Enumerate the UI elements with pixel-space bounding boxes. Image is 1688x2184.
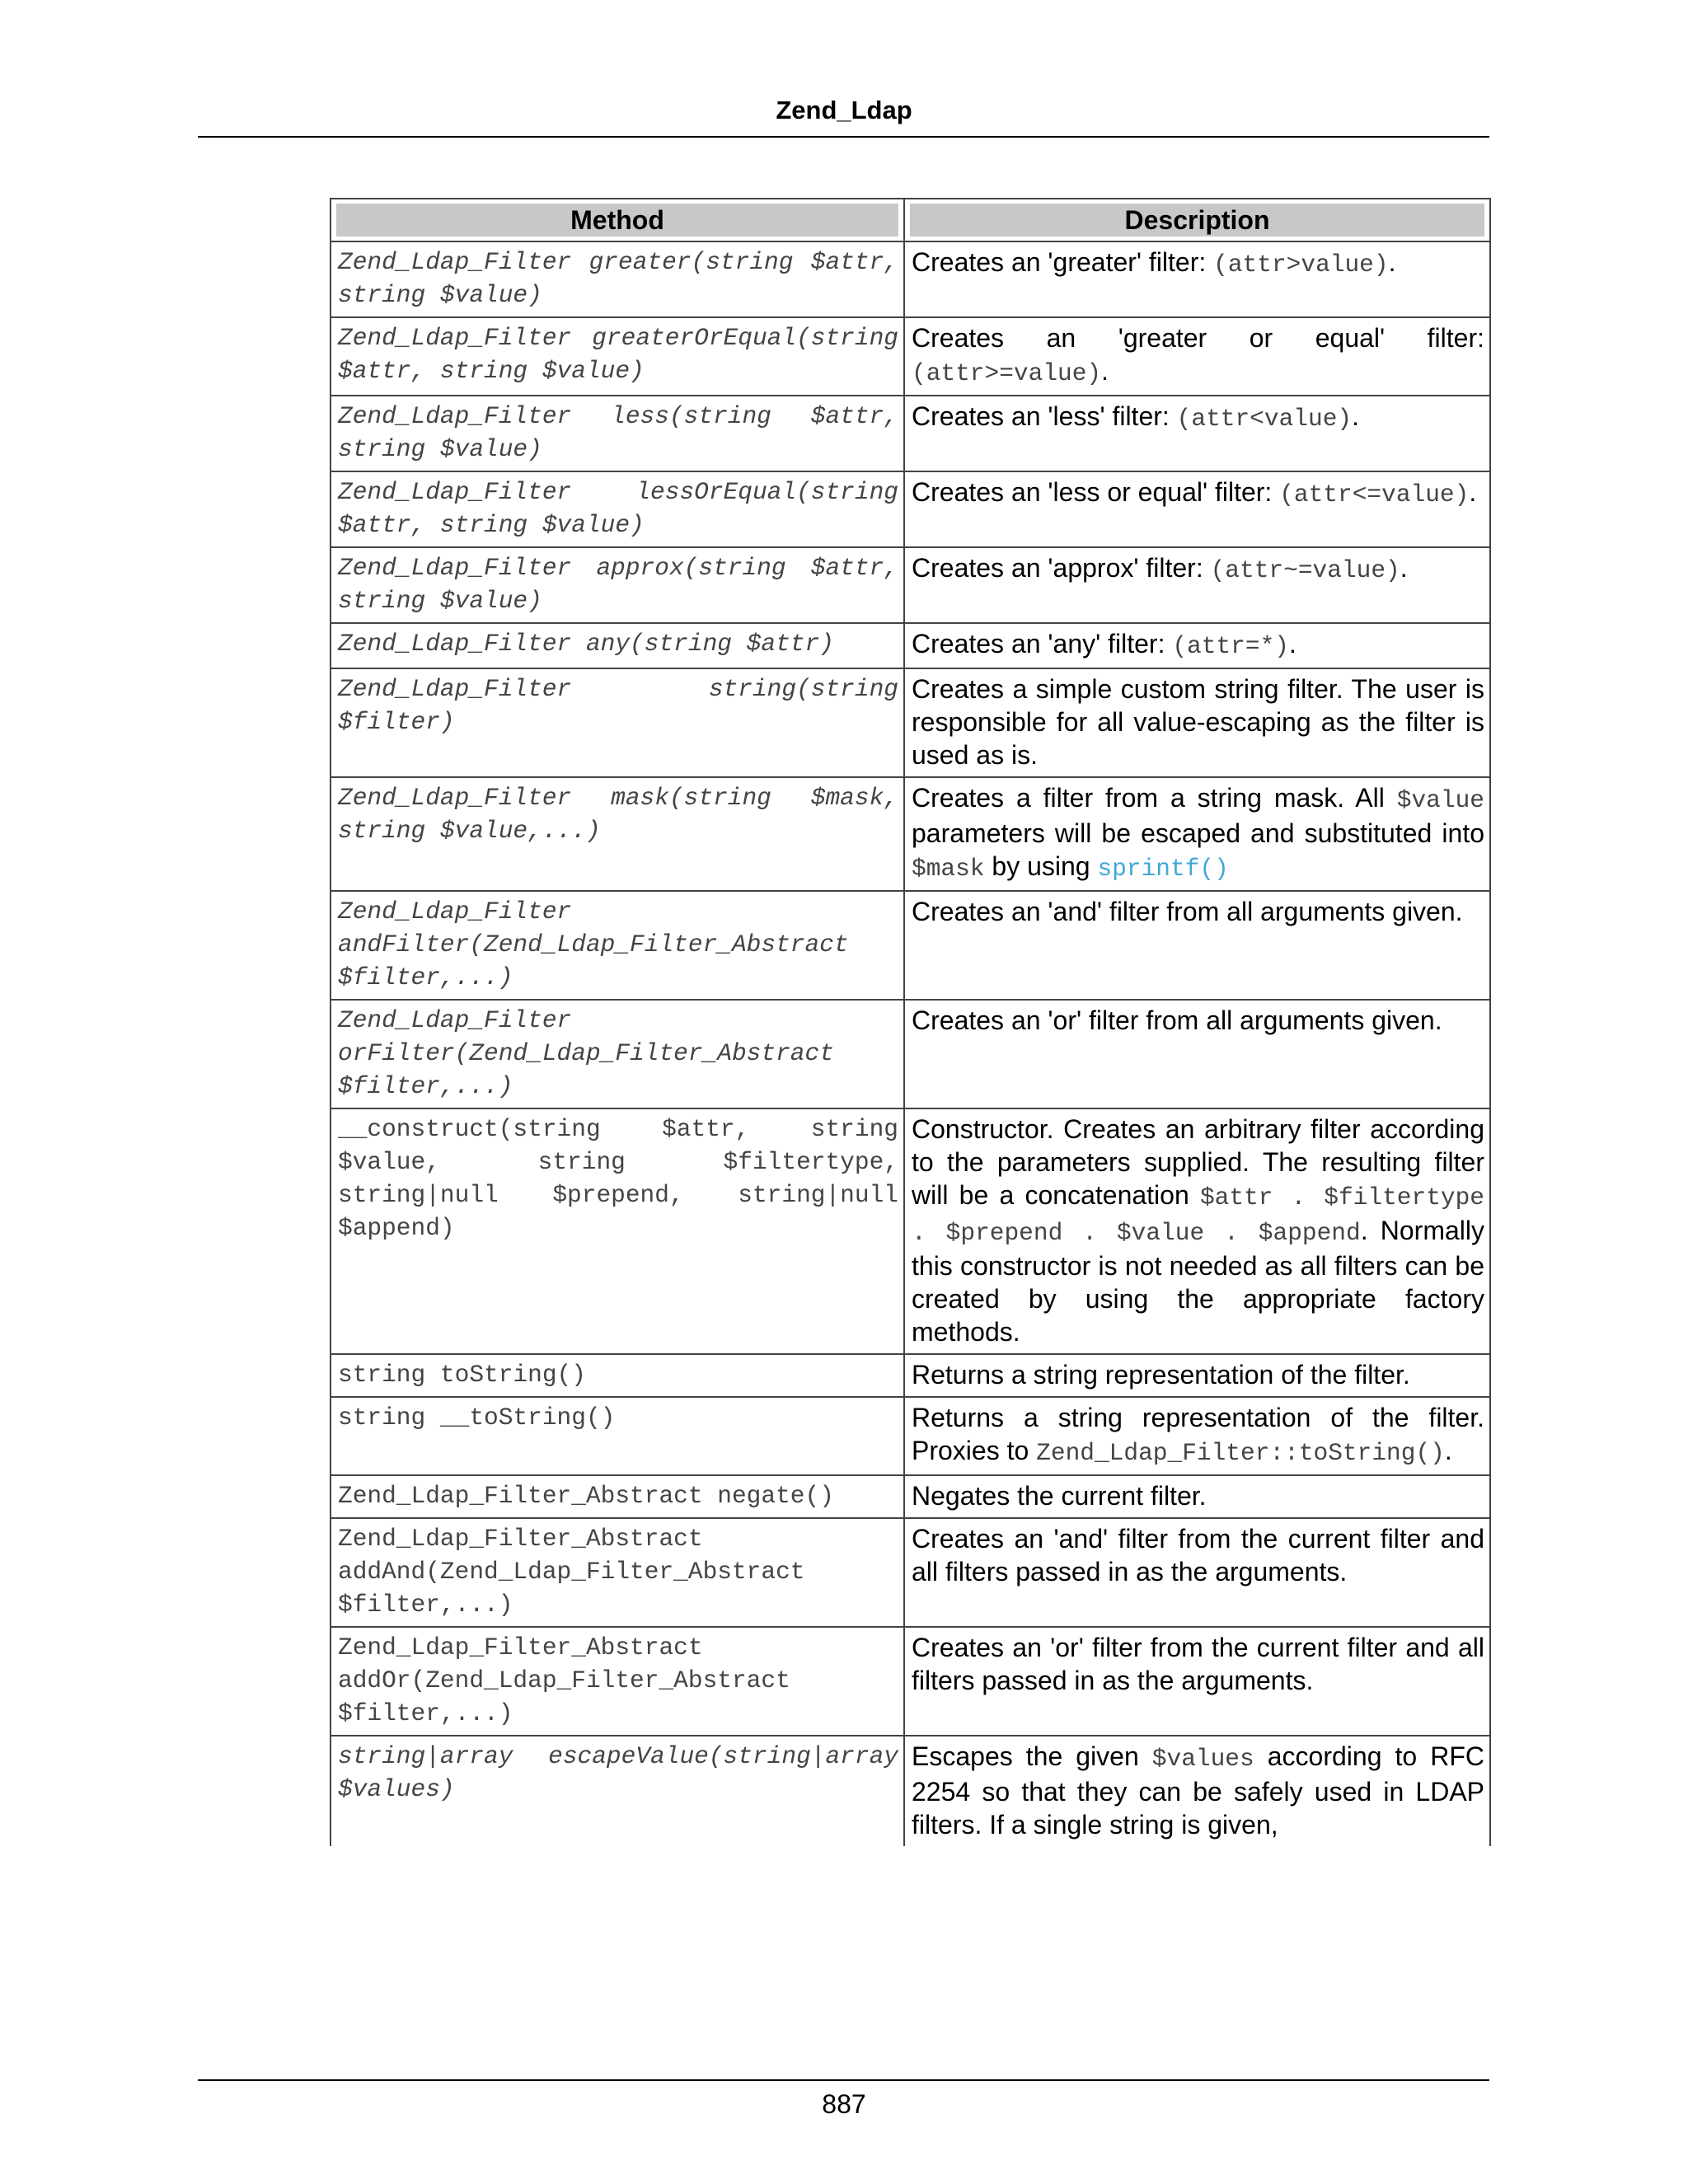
method-description: Creates an 'greater' filter: (attr>value). — [904, 241, 1490, 317]
method-description: Creates an 'and' filter from all arguments given. — [904, 891, 1490, 1000]
method-description: Escapes the given $values according to RFC 2254 so that they can be safely used in LDAP filters. If a single string is given, — [904, 1736, 1490, 1846]
method-signature: string __toString() — [331, 1397, 904, 1475]
table-row — [331, 317, 1490, 396]
table-row — [331, 1354, 1490, 1397]
method-signature: Zend_Ldap_Filter mask(string $mask, string $value,...) — [331, 777, 904, 891]
method-signature: Zend_Ldap_Filter less(string $attr, string $value) — [331, 396, 904, 471]
table-row — [331, 1736, 1490, 1846]
table-row — [331, 1627, 1490, 1736]
method-description: Creates an 'any' filter: (attr=*). — [904, 623, 1490, 668]
method-signature: string|array escapeValue(string|array $values) — [331, 1736, 904, 1846]
method-signature: Zend_Ldap_Filter greater(string $attr, string $value) — [331, 241, 904, 317]
method-signature: Zend_Ldap_Filter orFilter(Zend_Ldap_Filter_Abstract $filter,...) — [331, 1000, 904, 1108]
table-row — [331, 1000, 1490, 1108]
method-signature: Zend_Ldap_Filter string(string $filter) — [331, 668, 904, 777]
method-description: Creates a filter from a string mask. All $value parameters will be escaped and substituted into $mask by using sprintf() — [904, 777, 1490, 891]
table-row — [331, 1518, 1490, 1627]
page-header-title: Zend_Ldap — [776, 96, 912, 124]
page-number: 887 — [822, 2089, 866, 2119]
table-header-row — [331, 199, 1490, 241]
method-description: Returns a string representation of the filter. Proxies to Zend_Ldap_Filter::toString(). — [904, 1397, 1490, 1475]
method-description: Creates a simple custom string filter. The user is responsible for all value-escaping as the filter is used as is. — [904, 668, 1490, 777]
table-row — [331, 668, 1490, 777]
header-rule — [198, 136, 1489, 138]
table-row — [331, 891, 1490, 1000]
method-description: Creates an 'less or equal' filter: (attr<=value). — [904, 471, 1490, 547]
method-signature: Zend_Ldap_Filter any(string $attr) — [331, 623, 904, 668]
method-signature: Zend_Ldap_Filter andFilter(Zend_Ldap_Filter_Abstract $filter,...) — [331, 891, 904, 1000]
table-row — [331, 1397, 1490, 1475]
method-signature: Zend_Ldap_Filter_Abstract addAnd(Zend_Ldap_Filter_Abstract $filter,...) — [331, 1518, 904, 1627]
table-row — [331, 471, 1490, 547]
method-signature: Zend_Ldap_Filter_Abstract addOr(Zend_Ldap_Filter_Abstract $filter,...) — [331, 1627, 904, 1736]
footer-rule — [198, 2079, 1489, 2081]
column-header-description: Description — [904, 199, 1490, 241]
table-row — [331, 547, 1490, 623]
method-signature: __construct(string $attr, string $value, string $filtertype, string|null $prepend, string|null $append) — [331, 1108, 904, 1354]
method-description: Constructor. Creates an arbitrary filter according to the parameters supplied. The resulting filter will be a concatenation $attr . $filtertype . $prepend . $value . $append. Normally this constructor is not needed as all filters can be created by using the appropriate factory methods. — [904, 1108, 1490, 1354]
method-signature: Zend_Ldap_Filter greaterOrEqual(string $attr, string $value) — [331, 317, 904, 396]
method-description: Negates the current filter. — [904, 1475, 1490, 1518]
method-signature: Zend_Ldap_Filter_Abstract negate() — [331, 1475, 904, 1518]
method-description: Creates an 'or' filter from the current filter and all filters passed in as the arguments. — [904, 1627, 1490, 1736]
method-description: Returns a string representation of the filter. — [904, 1354, 1490, 1397]
method-description: Creates an 'and' filter from the current filter and all filters passed in as the arguments. — [904, 1518, 1490, 1627]
table-row — [331, 241, 1490, 317]
method-description: Creates an 'or' filter from all arguments given. — [904, 1000, 1490, 1108]
table-row — [331, 1475, 1490, 1518]
table-row — [331, 777, 1490, 891]
column-header-method: Method — [331, 199, 904, 241]
method-description: Creates an 'greater or equal' filter: (attr>=value). — [904, 317, 1490, 396]
table-row — [331, 396, 1490, 471]
sprintf-link[interactable]: sprintf() — [1097, 855, 1229, 883]
methods-table — [330, 198, 1491, 1846]
method-signature: string toString() — [331, 1354, 904, 1397]
method-description: Creates an 'approx' filter: (attr~=value). — [904, 547, 1490, 623]
method-description: Creates an 'less' filter: (attr<value). — [904, 396, 1490, 471]
table-row — [331, 623, 1490, 668]
method-signature: Zend_Ldap_Filter approx(string $attr, string $value) — [331, 547, 904, 623]
method-signature: Zend_Ldap_Filter lessOrEqual(string $attr, string $value) — [331, 471, 904, 547]
table-row — [331, 1108, 1490, 1354]
